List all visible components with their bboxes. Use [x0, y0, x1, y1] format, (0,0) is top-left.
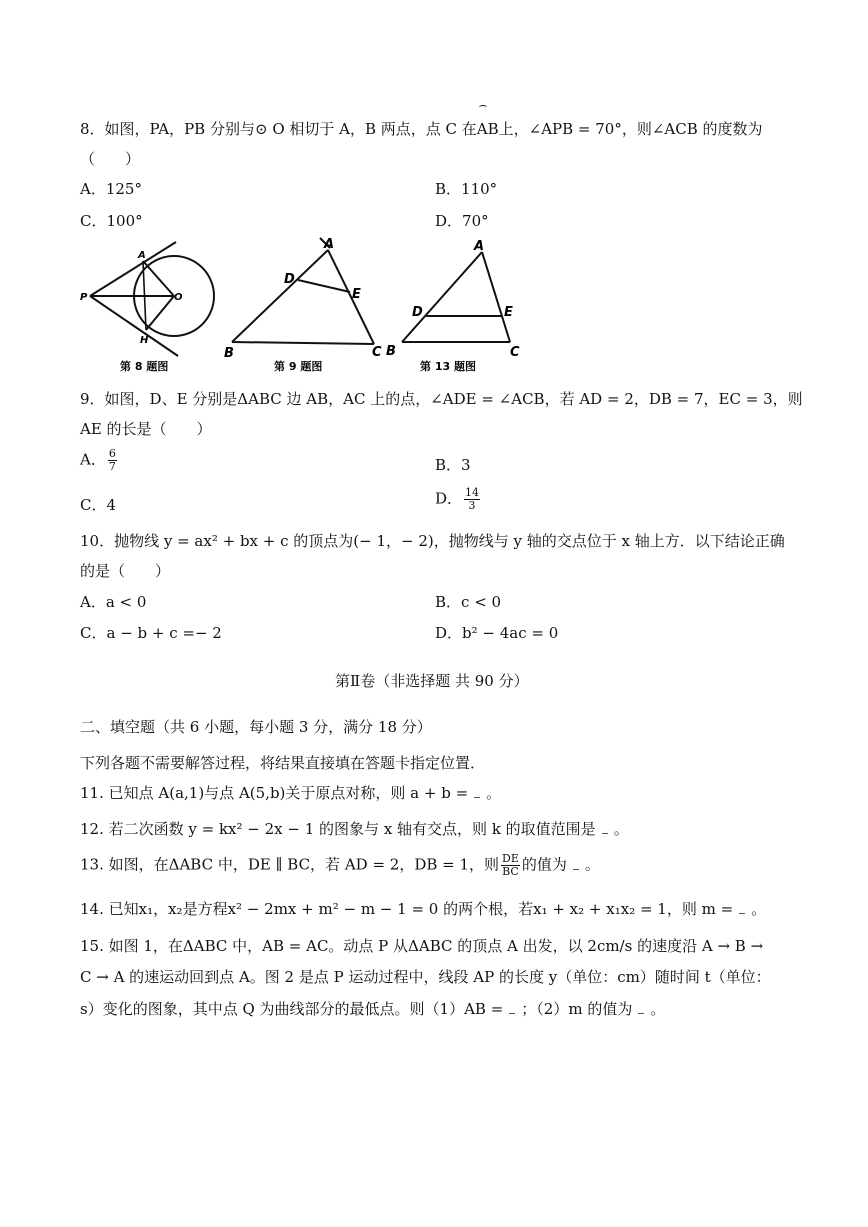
fig13-label-d: D [412, 305, 423, 320]
q11-tail: 。 [486, 784, 502, 802]
q9-line1: 9．如图，D、E 分别是ΔABC 边 AB，AC 上的点，∠ADE = ∠ACB，若 AD = 2，DB = 7，EC = 3，则 [80, 390, 803, 408]
q15-line1: 15. 如图 1，在ΔABC 中，AB = AC。动点 P 从ΔABC 的顶点 A 出发，以 2cm/s 的速度沿 A → B → [80, 937, 764, 955]
q12-answer-blank[interactable] [602, 823, 608, 834]
fig13-label-b: B [386, 344, 396, 359]
q13-pre: 13. 如图，在ΔABC 中，DE ∥ BC，若 AD = 2，DB = 1，则 [80, 855, 500, 874]
q11-text: 11. 已知点 A(a,1)与点 A(5,b)关于原点对称，则 a + b = [80, 784, 469, 802]
q10-option-b[interactable]: B．c < 0 [435, 593, 502, 611]
q13-den: BC [502, 865, 519, 878]
q9-option-a-fraction [108, 448, 117, 473]
q14-tail: 。 [751, 900, 767, 918]
q10-line1: 10．抛物线 y = ax² + bx + c 的顶点为(− 1，− 2)，抛物线与 y 轴的交点位于 x 轴上方．以下结论正确 [80, 532, 785, 550]
section2-title: 第Ⅱ卷（非选择题 共 90 分） [335, 672, 529, 690]
q9-option-d-label: D． [435, 489, 463, 508]
q14-text: 14. 已知x₁，x₂是方程x² − 2mx + m² − m − 1 = 0 的两个根，若x₁ + x₂ + x₁x₂ = 1，则 m = [80, 900, 734, 918]
q9-option-d-fraction [464, 487, 480, 512]
q15-line3 [80, 998, 665, 1019]
q14 [80, 898, 766, 919]
q8-stem: 8．如图，PA，PB 分别与⊙ O 相切于 A，B 两点，点 C 在AB上，∠APB = 70°，则∠ACB 的度数为 [80, 120, 763, 138]
fig13-label-a: A [474, 239, 485, 254]
q9-option-d-num: 14 [465, 486, 480, 499]
q9-option-a-den: 7 [108, 460, 116, 473]
part2-instruction: 下列各题不需要解答过程，将结果直接填在答题卡指定位置． [80, 754, 486, 772]
figure-13 [386, 238, 536, 373]
fig9-label-c: C [372, 345, 382, 360]
q15-answer-blank-1[interactable] [509, 1003, 515, 1014]
fig9-label-a: A [324, 237, 335, 252]
q10-option-d[interactable]: D．b² − 4ac = 0 [435, 624, 559, 642]
fig9-label-d: D [284, 272, 295, 287]
q13-num: DE [502, 852, 519, 865]
q12 [80, 818, 629, 839]
q15-answer-blank-2[interactable] [638, 1003, 644, 1014]
q9-option-a-num: 6 [108, 447, 116, 460]
fig8-label-p: P [80, 292, 88, 303]
fig13-caption: 第 13 题图 [420, 360, 476, 373]
q9-option-d-den: 3 [468, 499, 476, 512]
q15-line3a: s）变化的图象，其中点 Q 为曲线部分的最低点。则（1）AB = [80, 1000, 504, 1018]
q15-tail: 。 [650, 1000, 666, 1018]
fig8-label-a: A [138, 250, 146, 261]
figure-9 [222, 236, 392, 373]
q9-option-a-label: A． [80, 450, 106, 469]
q10-option-a[interactable]: A．a < 0 [80, 593, 147, 611]
q8-option-b[interactable]: B．110° [435, 180, 498, 198]
q12-tail: 。 [613, 820, 629, 838]
q9-option-c[interactable]: C．4 [80, 496, 117, 514]
q8-option-d[interactable]: D．70° [435, 212, 489, 230]
q9-option-a[interactable] [80, 448, 119, 473]
q14-answer-blank[interactable] [739, 903, 745, 914]
fig9-label-e: E [352, 287, 361, 302]
q10-option-c[interactable]: C．a − b + c =− 2 [80, 624, 222, 642]
fig9-label-b: B [224, 346, 234, 361]
q9-option-b[interactable]: B．3 [435, 456, 471, 474]
q15-line2: C → A 的速运动回到点 A。图 2 是点 P 运动过程中，线段 AP 的长度 y（单位：cm）随时间 t（单位： [80, 968, 771, 986]
q8-paren: （ ） [80, 150, 141, 168]
q13-post: 的值为 [521, 855, 567, 874]
q8-option-c[interactable]: C．100° [80, 212, 143, 230]
fig8-label-o: O [174, 292, 183, 303]
q13 [80, 853, 600, 878]
q12-text: 12. 若二次函数 y = kx² − 2x − 1 的图象与 x 轴有交点，则 k 的取值范围是 [80, 820, 596, 838]
part2-heading: 二、填空题（共 6 小题，每小题 3 分，满分 18 分） [80, 718, 432, 736]
fig13-label-c: C [510, 345, 520, 360]
q13-fraction [501, 853, 520, 878]
arc-ab-mark [479, 105, 487, 110]
q15-line3b: ；（2）m 的值为 [521, 1000, 633, 1018]
figure-8 [78, 238, 228, 373]
q13-tail: 。 [584, 855, 600, 874]
q11-answer-blank[interactable] [474, 787, 480, 798]
q11 [80, 782, 501, 803]
q10-line2: 的是（ ） [80, 562, 171, 580]
fig8-label-h: H [140, 335, 149, 346]
fig8-caption: 第 8 题图 [120, 360, 169, 373]
q9-line2: AE 的长是（ ） [80, 420, 212, 438]
q8-option-a[interactable]: A．125° [80, 180, 142, 198]
q13-answer-blank[interactable] [573, 859, 579, 870]
fig9-caption: 第 9 题图 [274, 360, 323, 373]
fig13-label-e: E [504, 305, 513, 320]
q9-option-d[interactable] [435, 487, 482, 512]
